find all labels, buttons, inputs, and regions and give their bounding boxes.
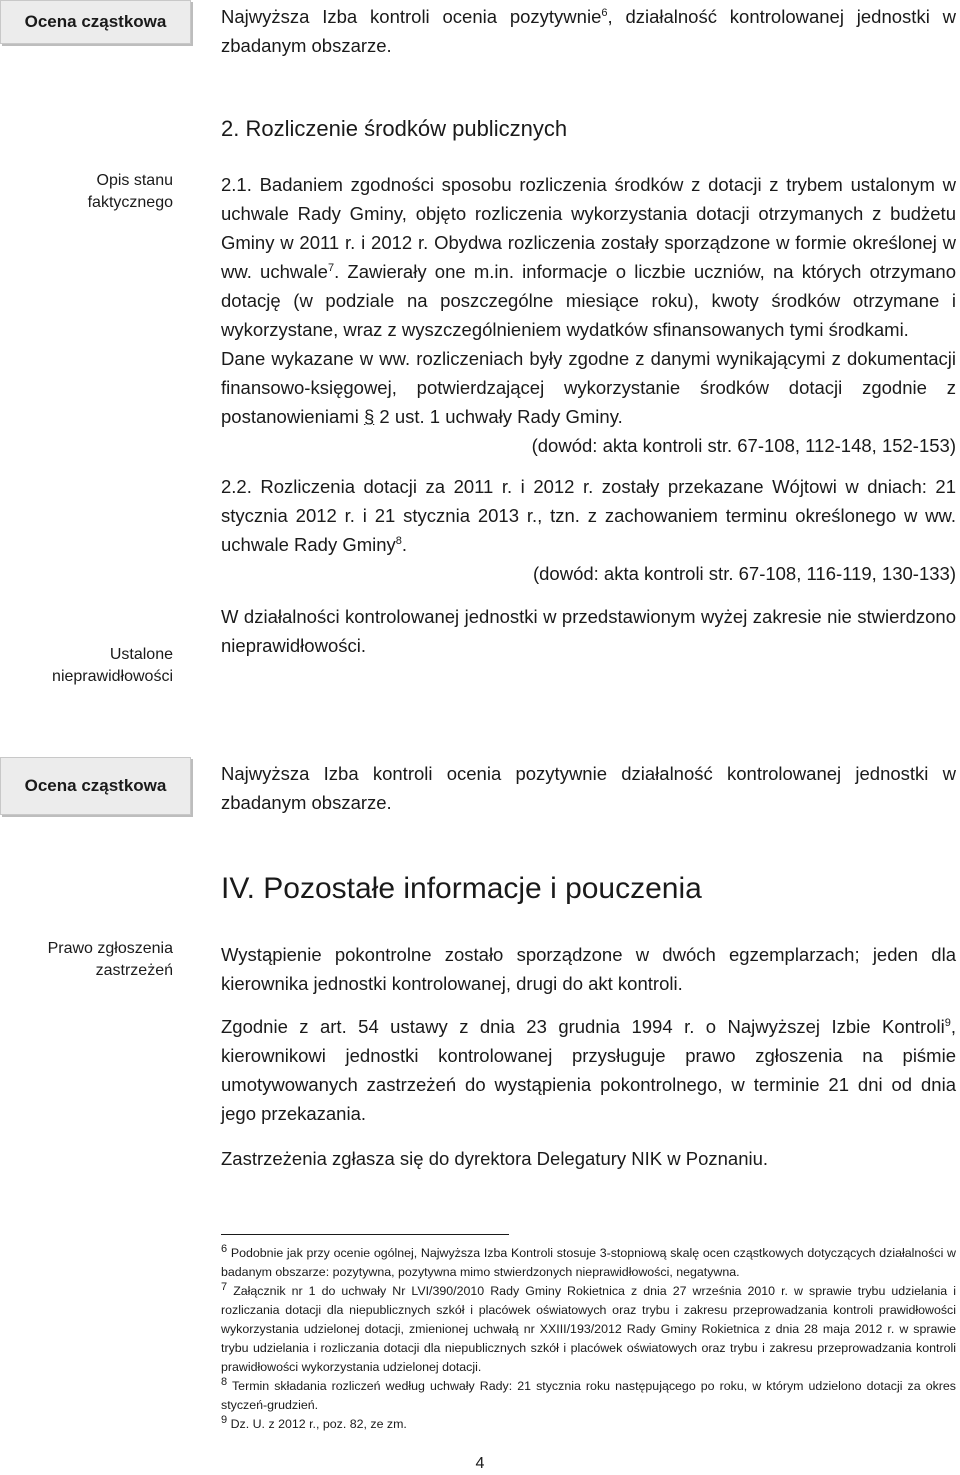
paragraph-no-irregularities: W działalności kontrolowanej jednostki w przedstawionym wyżej zakresie nie stwierdzono nieprawidłowości.: [221, 606, 956, 656]
side-label-facts: Opis stanu faktycznego: [87, 172, 173, 211]
footnote-8: $^8$ Termin składania rozliczeń według uchwały Rady: 21 stycznia roku następującego po roku, w którym udzielono dotacji za okres styczeń-grudzień.: [221, 1375, 957, 1412]
paragraph-2-2: 2.2. Rozliczenia dotacji za 2011 r. i 2012 r. zostały przekazane Wójtowi w dniach: 21 stycznia 2012 r. i 21 stycznia 2013 r., tzn. z zachowaniem terminu określonego w ww. uchwale Rady Gminy$^8$.: [221, 476, 956, 555]
footnote-ref-6: 6: [601, 6, 608, 19]
paragraph-submit: Zastrzeżenia zgłasza się do dyrektora Delegatury NIK w Poznaniu.: [221, 1148, 769, 1169]
section-heading-2: 2. Rozliczenie środków publicznych: [221, 116, 568, 141]
footnotes: [221, 1244, 956, 1434]
partial-assessment-box-2: [0, 757, 191, 815]
facts-body: [221, 170, 956, 660]
footnote-9: $^9$ Dz. U. z 2012 r., poz. 82, ze zm.: [221, 1413, 407, 1431]
partial-assessment-label-1: Ocena cząstkowa: [24, 12, 167, 31]
page-number: 4: [475, 1455, 485, 1472]
footnote-ref-7: 7: [327, 261, 335, 274]
paragraph-data: Dane wykazane w ww. rozliczeniach były zgodne z danymi wynikającymi z dokumentacji finansowo-księgowej, potwierdzającej wykorzystanie środków dotacji zgodnie z postanowieniami § 2 ust. 1 uchwały Rady Gminy.: [221, 348, 956, 427]
evidence-2: (dowód: akta kontroli str. 67-108, 116-119, 130-133): [532, 563, 956, 584]
partial-assessment-text-1: Najwyższa Izba kontroli ocenia pozytywnie$^6$, działalność kontrolowanej jednostki w zbadanym obszarze.: [221, 6, 956, 56]
partial-assessment-box-1: [0, 0, 191, 44]
partial-assessment-label-2: Ocena cząstkowa: [24, 776, 167, 795]
footnote-ref-8: 8: [395, 534, 402, 547]
section-heading-4: IV. Pozostałe informacje i pouczenia: [221, 872, 702, 905]
partial-assessment-text-2: Najwyższa Izba kontroli ocenia pozytywnie działalność kontrolowanej jednostki w zbadanym obszarze.: [221, 763, 956, 813]
footnote-6: $^6$ Podobnie jak przy ocenie ogólnej, Najwyższa Izba Kontroli stosuje 3-stopniową skalę ocen cząstkowych dotyczących działalności w badanym obszarze: pozytywna, pozytywna mimo stwierdzonych nieprawidłowości, negatywna.: [221, 1242, 956, 1279]
footnote-ref-9: 9: [944, 1016, 951, 1029]
footnote-separator: [221, 1234, 509, 1235]
side-label-irregularities: Ustalone nieprawidłowości: [52, 646, 173, 685]
side-label-objection-right: Prawo zgłoszenia zastrzeżeń: [47, 940, 173, 979]
paragraph-2-1: 2.1. Badaniem zgodności sposobu rozliczenia środków z dotacji z trybem ustalonym w uchwale Rady Gminy, objęto rozliczenia wykorzystania dotacji otrzymanych z budżetu Gminy w 2011 r. i 2012 r. Obydwa rozliczenia zostały sporządzone w formie określonej w ww. uchwale$^7$. Zawierały one m.in. informacje o liczbie uczniów, na których otrzymano dotację (w podziale na poszczególne miesiące roku), kwoty środków otrzymane i wykorzystane, wraz z wyszczególnieniem wydatków sfinansowanych tymi środkami.: [221, 174, 957, 340]
evidence-1: (dowód: akta kontroli str. 67-108, 112-148, 152-153): [531, 435, 956, 456]
footnote-7: $^7$ Załącznik nr 1 do uchwały Nr LVI/390/2010 Rady Gminy Rokietnica z dnia 27 września 2010 r. w sprawie trybu udzielania i rozliczania dotacji dla niepublicznych szkół i placówek oświatowych oraz trybu i zakresu przeprowadzania kontroli prawidłowości wykorzystania udzielonej dotacji, zmienionej uchwałą nr XXIII/193/2012 Rady Gminy Rokietnica z dnia 28 maja 2012 r. w sprawie trybu udzielania i rozliczania dotacji dla niepublicznych szkół i placówek oświatowych oraz trybu i zakresu przeprowadzania kontroli prawidłowości wykorzystania udzielonej dotacji.: [221, 1280, 956, 1374]
paragraph-copies: Wystąpienie pokontrolne zostało sporządzone w dwóch egzemplarzach; jeden dla kierownika jednostki kontrolowanej, drugi do akt kontroli.: [221, 944, 956, 994]
paragraph-objection: Zgodnie z art. 54 ustawy z dnia 23 grudnia 1994 r. o Najwyższej Izbie Kontroli$^9$, kierownikowi jednostki kontrolowanej przysługuje prawo zgłoszenia na piśmie umotywowanych zastrzeżeń do wystąpienia pokontrolnego, w terminie 21 dni od dnia jego przekazania.: [221, 1016, 956, 1124]
info-body: [221, 940, 956, 1173]
section-sign: §: [363, 406, 375, 427]
